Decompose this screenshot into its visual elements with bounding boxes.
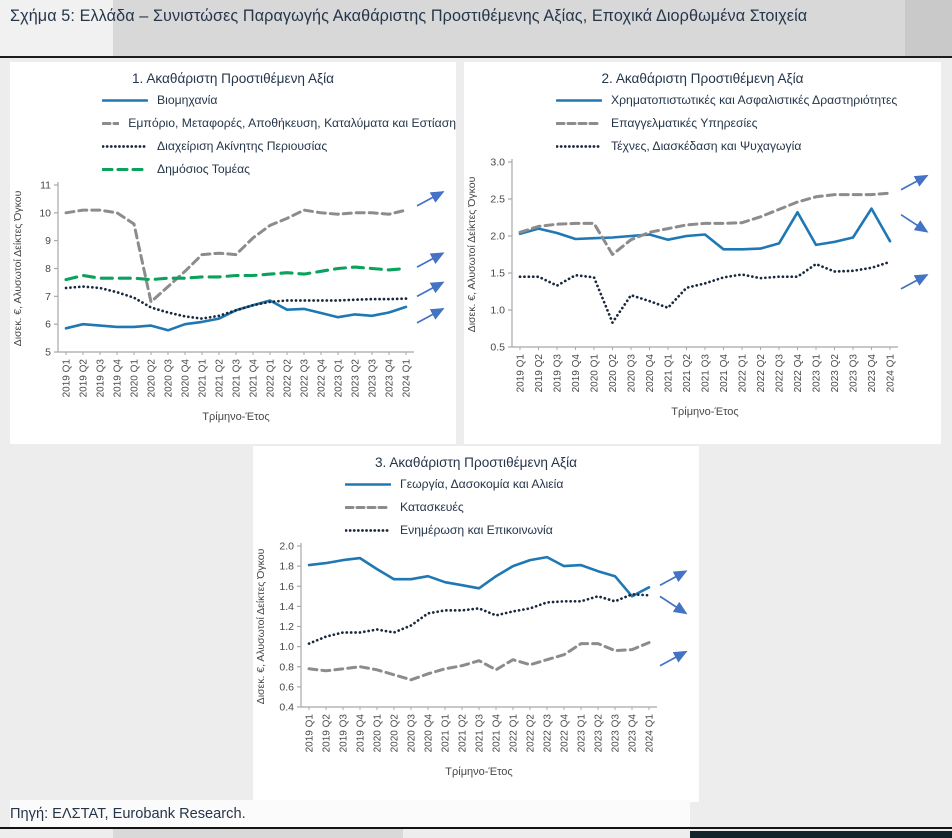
trend-arrow-up (660, 571, 686, 585)
svg-text:0.5: 0.5 (490, 341, 505, 354)
legend-label: Διαχείριση Ακίνητης Περιουσίας (157, 139, 328, 153)
header-rule (0, 56, 952, 58)
svg-text:2020 Q2: 2020 Q2 (608, 354, 619, 393)
svg-text:2024 Q1: 2024 Q1 (644, 714, 656, 753)
bottom-gray-strip (113, 829, 403, 838)
svg-text:2019 Q3: 2019 Q3 (95, 359, 107, 398)
legend-label: Τέχνες, Διασκέδαση και Ψυχαγωγία (611, 139, 802, 153)
x-axis-ticks (305, 707, 656, 752)
svg-text:11: 11 (40, 179, 51, 192)
y-axis-ticks (490, 157, 512, 354)
svg-text:2024 Q1: 2024 Q1 (885, 354, 897, 393)
svg-text:2020 Q3: 2020 Q3 (163, 359, 175, 398)
svg-text:0.8: 0.8 (279, 661, 294, 674)
series-line-2 (520, 193, 890, 254)
series-line-4 (66, 267, 406, 280)
svg-text:6: 6 (45, 318, 51, 331)
header-background-right (905, 0, 952, 56)
svg-text:2023 Q2: 2023 Q2 (593, 714, 605, 753)
chart-3-svg (253, 539, 693, 783)
legend-item (102, 162, 456, 176)
series-line-3 (520, 262, 890, 323)
svg-text:2020 Q3: 2020 Q3 (406, 714, 418, 753)
svg-text:2019 Q2: 2019 Q2 (78, 359, 90, 398)
svg-text:2022 Q4: 2022 Q4 (793, 354, 804, 393)
svg-text:2023 Q4: 2023 Q4 (627, 714, 639, 753)
legend-line-sample (102, 119, 119, 128)
legend-line-sample (556, 142, 602, 151)
svg-text:2019 Q1: 2019 Q1 (515, 354, 527, 393)
chart-panel-1 (10, 62, 456, 444)
trend-arrow-down (660, 596, 686, 613)
x-axis-ticks (62, 352, 413, 397)
svg-text:2019 Q2: 2019 Q2 (534, 354, 545, 393)
trend-arrow-up (660, 652, 686, 666)
svg-text:2020 Q1: 2020 Q1 (372, 714, 384, 753)
legend-line-sample (345, 526, 391, 535)
svg-text:2022 Q4: 2022 Q4 (559, 714, 571, 753)
x-axis-title: Τρίμηνο-Έτος (202, 411, 270, 423)
legend-item (102, 93, 456, 107)
svg-text:2022 Q1: 2022 Q1 (508, 714, 520, 753)
svg-text:1.2: 1.2 (279, 621, 294, 633)
svg-text:2020 Q3: 2020 Q3 (626, 354, 638, 393)
trend-arrow-up (417, 309, 443, 323)
svg-text:2022 Q2: 2022 Q2 (756, 354, 767, 393)
svg-text:2.0: 2.0 (490, 230, 505, 243)
legend-line-sample (556, 96, 602, 105)
svg-text:0.4: 0.4 (279, 701, 294, 714)
svg-text:8: 8 (45, 263, 51, 275)
legend-label: Εμπόριο, Μεταφορές, Αποθήκευση, Καταλύματα και Εστίαση (128, 116, 456, 130)
legend-label: Δημόσιος Τομέας (157, 162, 251, 176)
x-axis-title: Τρίμηνο-Έτος (671, 406, 739, 418)
svg-text:2021 Q1: 2021 Q1 (663, 354, 675, 393)
legend-label: Γεωργία, Δασοκομία και Αλιεία (400, 477, 564, 491)
svg-text:2022 Q3: 2022 Q3 (774, 354, 786, 393)
svg-text:2019 Q1: 2019 Q1 (304, 714, 316, 753)
y-axis-title: Δισεκ. €, Αλυσωτοί Δείκτες Όγκου (12, 190, 24, 347)
legend-label: Χρηματοπιστωτικές και Ασφαλιστικές Δραστηριότητες (611, 93, 898, 107)
legend-label: Βιομηχανία (157, 93, 218, 107)
legend-item (102, 139, 456, 153)
legend-item (556, 93, 941, 107)
svg-text:2023 Q2: 2023 Q2 (830, 354, 841, 393)
svg-text:2023 Q4: 2023 Q4 (384, 359, 396, 398)
trend-arrow-down (901, 215, 927, 232)
legend-line-sample (102, 165, 148, 174)
legend-line-sample (556, 119, 602, 128)
svg-text:2019 Q4: 2019 Q4 (355, 714, 367, 753)
svg-text:3.0: 3.0 (490, 156, 505, 169)
series-line-1 (66, 301, 406, 331)
svg-text:2021 Q1: 2021 Q1 (197, 359, 209, 398)
y-axis-ticks (279, 541, 301, 714)
svg-text:2022 Q3: 2022 Q3 (542, 714, 554, 753)
x-axis-ticks (516, 347, 897, 392)
svg-text:2023 Q4: 2023 Q4 (867, 354, 878, 393)
chart-panel-2 (464, 62, 941, 444)
chart-3-title: 3. Ακαθάριστη Προστιθέμενη Αξία (374, 455, 577, 470)
svg-text:2023 Q1: 2023 Q1 (333, 359, 345, 398)
bottom-dark-bar (690, 831, 952, 838)
svg-text:2020 Q2: 2020 Q2 (146, 359, 158, 398)
chart-2-svg (464, 155, 934, 423)
svg-text:5: 5 (45, 346, 51, 359)
svg-text:1.0: 1.0 (279, 641, 294, 654)
chart-2-legend (556, 93, 941, 153)
legend-line-sample (102, 142, 148, 151)
svg-text:2019 Q4: 2019 Q4 (112, 359, 124, 398)
svg-text:2020 Q4: 2020 Q4 (645, 354, 656, 393)
trend-arrow-up (901, 176, 927, 190)
svg-text:2023 Q2: 2023 Q2 (350, 359, 362, 398)
svg-text:2021 Q4: 2021 Q4 (248, 359, 260, 398)
series-line-2 (66, 210, 406, 302)
legend-label: Επαγγελματικές Υπηρεσίες (611, 116, 758, 130)
legend-line-sample (345, 503, 391, 512)
svg-text:2021 Q4: 2021 Q4 (719, 354, 730, 393)
axes (301, 543, 657, 707)
svg-text:1.6: 1.6 (279, 580, 294, 593)
y-axis-title: Δισεκ. €, Αλυσωτοί Δείκτες Όγκου (466, 176, 478, 333)
chart-3-legend (345, 477, 699, 537)
svg-text:2023 Q3: 2023 Q3 (367, 359, 379, 398)
svg-text:2021 Q3: 2021 Q3 (231, 359, 243, 398)
svg-text:2023 Q3: 2023 Q3 (848, 354, 860, 393)
svg-text:2021 Q3: 2021 Q3 (474, 714, 486, 753)
svg-text:2019 Q1: 2019 Q1 (61, 359, 73, 398)
svg-text:2020 Q1: 2020 Q1 (589, 354, 601, 393)
trend-arrow-up (417, 253, 443, 267)
svg-text:2020 Q1: 2020 Q1 (129, 359, 141, 398)
series-line-2 (309, 643, 649, 680)
chart-1-legend (102, 93, 456, 176)
chart-panel-3 (253, 446, 699, 802)
svg-text:2020 Q2: 2020 Q2 (389, 714, 401, 753)
chart-1-title: 1. Ακαθάριστη Προστιθέμενη Αξία (131, 71, 334, 86)
svg-text:2020 Q4: 2020 Q4 (423, 714, 435, 753)
svg-text:2022 Q1: 2022 Q1 (737, 354, 749, 393)
svg-text:2023 Q1: 2023 Q1 (576, 714, 588, 753)
svg-text:2022 Q2: 2022 Q2 (282, 359, 294, 398)
svg-text:7: 7 (45, 290, 51, 303)
svg-text:1.5: 1.5 (490, 267, 505, 280)
svg-text:2.0: 2.0 (279, 540, 294, 553)
legend-item (102, 116, 456, 130)
legend-line-sample (102, 96, 148, 105)
y-axis-title: Δισεκ. €, Αλυσωτοί Δείκτες Όγκου (255, 548, 267, 705)
legend-label: Κατασκευές (400, 500, 464, 514)
svg-text:1.0: 1.0 (490, 304, 505, 317)
axes (512, 159, 898, 347)
svg-text:2.5: 2.5 (490, 193, 505, 206)
trend-arrow-up (417, 282, 443, 296)
legend-item (556, 139, 941, 153)
y-axis-ticks (39, 180, 58, 359)
series-line-1 (520, 209, 890, 250)
chart-1-svg (10, 178, 450, 428)
legend-item (345, 477, 699, 491)
legend-item (556, 116, 941, 130)
legend-item (345, 523, 699, 537)
chart-2-title: 2. Ακαθάριστη Προστιθέμενη Αξία (601, 71, 804, 86)
svg-text:2021 Q4: 2021 Q4 (491, 714, 503, 753)
svg-text:2021 Q1: 2021 Q1 (440, 714, 452, 753)
series-line-3 (309, 594, 649, 643)
svg-text:2023 Q3: 2023 Q3 (610, 714, 622, 753)
trend-arrow-up (901, 275, 927, 289)
legend-line-sample (345, 480, 391, 489)
figure-title: Σχήμα 5: Ελλάδα – Συνιστώσες Παραγωγής Ακαθάριστης Προστιθέμενης Αξίας, Εποχικά Διορθωμένα Στοιχεία (10, 7, 808, 25)
x-axis-title: Τρίμηνο-Έτος (445, 766, 513, 778)
svg-text:2021 Q2: 2021 Q2 (682, 354, 693, 393)
svg-text:2022 Q1: 2022 Q1 (265, 359, 277, 398)
svg-text:10: 10 (39, 207, 51, 220)
svg-text:0.6: 0.6 (279, 681, 294, 694)
svg-text:2019 Q3: 2019 Q3 (338, 714, 350, 753)
svg-text:2022 Q4: 2022 Q4 (316, 359, 328, 398)
svg-text:2021 Q3: 2021 Q3 (700, 354, 712, 393)
svg-text:1.8: 1.8 (279, 560, 294, 573)
source-text: Πηγή: ΕΛΣΤΑΤ, Eurobank Research. (10, 806, 246, 822)
svg-text:2019 Q2: 2019 Q2 (321, 714, 333, 753)
svg-text:2022 Q3: 2022 Q3 (299, 359, 311, 398)
svg-text:2020 Q4: 2020 Q4 (180, 359, 192, 398)
svg-text:2021 Q2: 2021 Q2 (214, 359, 226, 398)
svg-text:2023 Q1: 2023 Q1 (811, 354, 823, 393)
trend-arrow-up (417, 192, 443, 206)
svg-text:2021 Q2: 2021 Q2 (457, 714, 469, 753)
svg-text:1.4: 1.4 (279, 600, 294, 613)
legend-item (345, 500, 699, 514)
series-line-1 (309, 557, 649, 596)
svg-text:2019 Q3: 2019 Q3 (552, 354, 564, 393)
legend-label: Ενημέρωση και Επικοινωνία (400, 523, 553, 537)
svg-text:2024 Q1: 2024 Q1 (401, 359, 413, 398)
svg-text:9: 9 (45, 235, 51, 248)
svg-text:2022 Q2: 2022 Q2 (525, 714, 537, 753)
svg-text:2019 Q4: 2019 Q4 (571, 354, 582, 393)
